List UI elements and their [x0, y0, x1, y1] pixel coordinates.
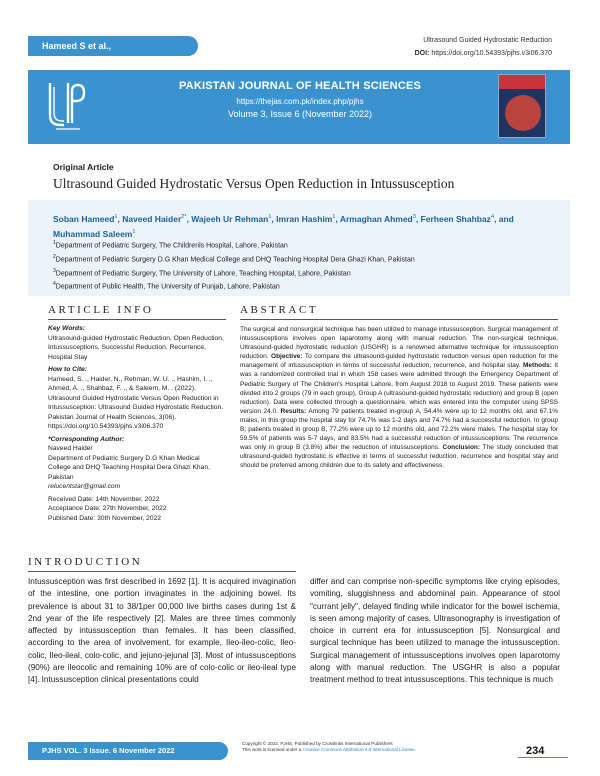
introduction-column-1: Intussusception was first described in 1692 [1]. It is acquired invagination of the intestine, one portion invaginates in the adjoining bowel. Its prevalence is about 31 to 38/1per 00,000 live births cases during 1st & 2nd year of the life respectively [2]. Males are three times commonly affected by intussusception than females. It has been classified, according to the area of involvement, for example, Ileo-ileo-colic, Ileo-colic, Ileo-ileal, colo-colic, and jejuno-jejunal [3]. Most of intussusceptions (90%) are ileocolic and remaining 10% are of colo-colic or ileo-ileal type [4]. Intussusception clinical presentations could [28, 577, 296, 685]
author: Wajeeh Ur Rehman [191, 213, 269, 224]
author: Naveed Haider [122, 213, 182, 224]
corresponding-name: Naveed Haider [48, 445, 93, 452]
affiliation: $^3$Department of Pediatric Surgery, The University of Lahore, Teaching Hospital, Lahore, Pakistan [53, 267, 351, 277]
introduction-heading: INTRODUCTION [28, 556, 143, 568]
affiliation: $^2$Department of Pediatric Surgery D.G Khan Medical College and DHQ Teaching Hospital Dera Ghazi Khan, Pakistan [53, 253, 415, 264]
author: Muhammad Saleem [53, 228, 133, 239]
journal-url[interactable]: https://thejas.com.pk/index.php/pjhs [236, 97, 364, 106]
received-date: Received Date: 14th November, 2022 [48, 495, 160, 503]
accepted-date: Acceptance Date: 27th November, 2022 [48, 505, 167, 512]
journal-cover-thumbnail [498, 74, 546, 138]
cover-circle [505, 95, 541, 131]
affiliation-list [53, 238, 563, 293]
license-link[interactable]: Creative Commons Attribution 4.0 International License. [302, 747, 417, 752]
abstract-rule [240, 319, 558, 320]
abstract-heading: ABSTRACT [240, 304, 319, 316]
copyright-line: Copyright © 2022. PJHS, Published by Crosslinks International Publishers [242, 741, 393, 746]
corresponding-address: Department of Pediatric Surgery D.G Khan Medical College and DHQ Teaching Hospital Dera Ghazi Khan, Pakistan [48, 454, 210, 481]
license-line: This work is licensed under a Creative Commons Attribution 4.0 International License. [242, 747, 417, 752]
cover-top-band [499, 75, 546, 89]
doi-line [415, 47, 552, 60]
banner-text [170, 80, 430, 119]
article-info-rule [48, 319, 226, 320]
volume-issue: Volume 3, Issue 6 (November 2022) [227, 109, 373, 119]
running-header [415, 34, 552, 60]
keywords: Ultrasound-guided Hydrostatic Reduction, Open Reduction, Intussusceptions, Successful Reduction, Recurrence, Hospital Stay [48, 334, 224, 361]
corresponding-label: *Corresponding Author: [48, 435, 125, 443]
author-tab: Hameed S et al., [28, 36, 198, 56]
published-date: Published Date: 30th November, 2022 [48, 514, 162, 522]
running-title: Ultrasound Guided Hydrostatic Reduction [423, 37, 552, 44]
citation: Hameed, S. ., Haider, N., Rehman, W. U. ., Hashim, I. ., Ahmed, A. ., Shahbaz, F. ., & Saleem, M. . (2022). Ultrasound Guided Hydrostatic Versus Open Reduction in Intussusception: Ultrasound Guided Hydrostatic Reduction. Pakistan Journal of Health Sciences, 3(06). https://doi.org/10.54393/pjhs.v3i06.370 [48, 375, 224, 430]
author-list: Soban Hameed$^1$, Naveed Haider$^{2*}$, Wajeeh Ur Rehman$^1$, Imran Hashim$^1$, Armaghan Ahmed$^3$, Ferheen Shahbaz$^4$, and Muhammad Saleem$^1$ [53, 213, 514, 239]
page-number-rule [518, 757, 568, 758]
author: Imran Hashim [276, 213, 333, 224]
journal-logo-icon [46, 79, 86, 135]
article-type: Original Article [53, 162, 114, 172]
article-info-column [48, 324, 224, 523]
methods-label: Methods: [523, 362, 552, 370]
page-number: 234 [526, 745, 545, 757]
affiliation: $^4$Department of Public Health, The University of Punjab, Lahore, Pakistan [53, 281, 280, 291]
doi-label: DOI: [414, 50, 430, 57]
introduction-column-2: differ and can comprise non-specific symptoms like crying episodes, vomiting, sluggishness and abdominal pain. Appearance of stool "currant jelly", delayed finding while indicator for the bowel ischemia, is seen among majority of cases. Ultrasonography is investigation of choice in current era for intussusception [5]. Nonsurgical and surgical technique has been utilized to manage the intussusception. Surgical management of intussusceptions involves open laparotomy along with manual reduction. The USGHR is also a popular treatment method to treat intussusceptions. This technique is much [310, 577, 560, 685]
objective-label: Objective: [271, 353, 303, 361]
doi-link[interactable]: https://doi.org/10.54393/pjhs.v3i06.370 [431, 50, 552, 57]
article-title: Ultrasound Guided Hydrostatic Versus Open Reduction in Intussusception [53, 176, 455, 191]
keywords-label: Key Words: [48, 325, 86, 332]
abstract-body: The surgical and nonsurgical technique has been utilized to manage intussusception. Surgical management of intussusceptions involves open laparotomy along with manual reduction. The non-surgical technique, Ultrasound-guided hydrostatic reduction (USGHR) is a renowned alternative technique for intussusception reduction. Objective: To compare the ultrasound-guided hydrostatic reduction versus open reduction for the management of intussusception in terms of successful reduction, recurrence, and hospital stay. Methods: It was a randomized controlled trial in which 158 cases were admitted through the Emergency Department of Pediatric Surgery of The Children's Hospital Lahore, from August 2018 to August 2019. These patients were divided into 2 groups (79 in each group), Group A (ultrasound-guided hydrostatic reduction) and group B (open reduction). Data were collected through a questionnaire, which was entered into the computer using SPSS version 24.0. Results: Among 79 patients treated in-group A, 54.4% were up to 12 months old, and 67.1% males, in this group the hospital stay for 74.7% was 1-2 days and 74.7% had a successful reduction. In group B; patients treated in group B, 77.2% were up to 12 months old, and 72.2% were males. The hospital stay for 59.5% of patients was 5-7 days, and 83.5% had a successful reduction of intussusceptions. The recurrence was only in group B (3.8%) after the reduction of intussusceptions. Conclusion: The study concluded that ultrasound-guided hydrostatic is effective in terms of successful reduction, recurrence and hospital stay and should be preferred among children due to its safety and effectiveness. [240, 326, 559, 470]
affiliation: $^1$Department of Pediatric Surgery, The Childrenls Hospital, Lahore, Pakistan [53, 240, 288, 250]
footer-copyright [242, 741, 442, 753]
journal-title: PAKISTAN JOURNAL OF HEALTH SCIENCES [178, 80, 422, 92]
author: Soban Hameed [53, 213, 115, 224]
conclusion-label: Conclusion: [442, 444, 481, 452]
author: Armaghan Ahmed [339, 213, 413, 224]
author: Ferheen Shahbaz [420, 213, 491, 224]
cite-label: How to Cite: [48, 366, 88, 373]
issue-tab: PJHS VOL. 3 Issue. 6 November 2022 [28, 742, 228, 760]
corresponding-email[interactable]: relucentstar@gmail.com [48, 483, 121, 490]
article-info-heading: ARTICLE INFO [48, 304, 154, 316]
results-label: Results: [280, 407, 307, 415]
introduction-rule [28, 571, 296, 572]
